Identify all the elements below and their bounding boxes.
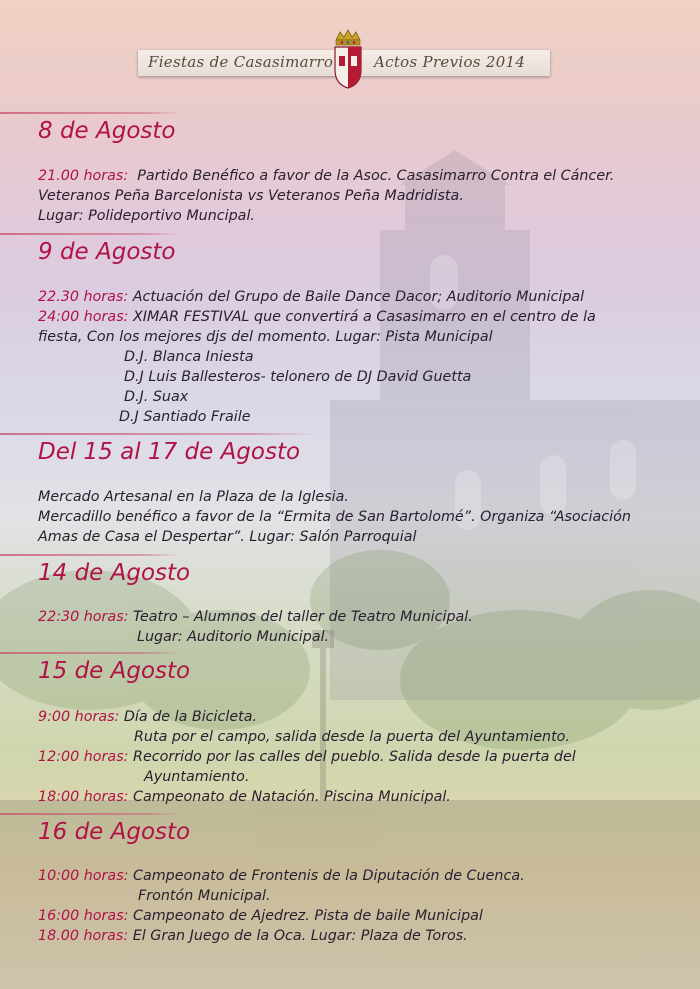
event-text: Actuación del Grupo de Baile Dance Dacor; Auditorio Municipal — [132, 289, 585, 305]
event-time: 22.30 horas: — [38, 289, 129, 305]
event-text: Veteranos Peña Barcelonista vs Veteranos Peña Madridista. — [38, 188, 464, 204]
section-divider — [0, 112, 180, 114]
event-line — [38, 287, 584, 307]
event-time: 12:00 horas: — [38, 749, 129, 765]
event-text: Ayuntamiento. — [144, 769, 250, 785]
event-text: Frontón Municipal. — [138, 888, 271, 904]
event-line — [38, 327, 493, 347]
event-text: Recorrido por las calles del pueblo. Salida desde la puerta del — [133, 749, 576, 765]
event-text: D.J. Blanca Iniesta — [124, 349, 254, 365]
event-text: Teatro – Alumnos del taller de Teatro Municipal. — [133, 609, 473, 625]
event-time: 22:30 horas: — [38, 609, 129, 625]
section-title: 16 de Agosto — [38, 819, 191, 845]
event-text: Campeonato de Natación. Piscina Municipal. — [133, 789, 451, 805]
event-time: 9:00 horas: — [38, 709, 120, 725]
event-line — [38, 926, 468, 946]
event-text: El Gran Juego de la Oca. Lugar: Plaza de Toros. — [132, 928, 468, 944]
event-line — [38, 206, 255, 226]
event-time: 10:00 horas: — [38, 868, 129, 884]
dj-line — [119, 407, 251, 427]
event-line — [38, 747, 576, 767]
event-line — [134, 727, 570, 747]
header-right-title: Actos Previos 2014 — [374, 53, 526, 71]
section-title: 14 de Agosto — [38, 560, 191, 586]
event-time: 18.00 horas: — [38, 928, 129, 944]
event-text: Amas de Casa el Despertar”. Lugar: Salón Parroquial — [38, 529, 417, 545]
section-divider — [0, 652, 180, 654]
event-line — [138, 886, 270, 906]
event-line — [38, 186, 464, 206]
event-text: fiesta, Con los mejores djs del momento. Lugar: Pista Municipal — [38, 329, 493, 345]
section-title: 9 de Agosto — [38, 239, 176, 265]
event-line — [38, 507, 631, 527]
event-text: Mercadillo benéfico a favor de la “Ermita de San Bartolomé”. Organiza “Asociación — [38, 509, 631, 525]
event-time: 21.00 horas: — [38, 168, 129, 184]
dj-line — [124, 347, 254, 367]
event-line — [38, 307, 596, 327]
event-line — [38, 906, 483, 926]
event-time: 24:00 horas: — [38, 309, 129, 325]
event-line — [38, 787, 451, 807]
event-text: D.J Santiado Fraile — [119, 409, 251, 425]
event-line — [38, 487, 349, 507]
event-text: Ruta por el campo, salida desde la puerta del Ayuntamiento. — [134, 729, 570, 745]
page-header — [138, 28, 550, 84]
section-title: Del 15 al 17 de Agosto — [38, 439, 301, 465]
event-text: Campeonato de Frontenis de la Diputación de Cuenca. — [133, 868, 525, 884]
event-text: Día de la Bicicleta. — [123, 709, 258, 725]
event-line — [38, 607, 473, 627]
event-text: D.J Luis Ballesteros- telonero de DJ David Guetta — [124, 369, 472, 385]
event-line — [38, 166, 614, 186]
event-time: 16:00 horas: — [38, 908, 129, 924]
section-divider — [0, 233, 180, 235]
header-left-title: Fiestas de Casasimarro — [148, 53, 334, 71]
section-divider — [0, 554, 180, 556]
section-divider — [0, 433, 316, 435]
event-line — [137, 627, 329, 647]
event-line — [38, 707, 257, 727]
event-time: 18:00 horas: — [38, 789, 129, 805]
event-line — [144, 767, 249, 787]
event-line — [38, 527, 416, 547]
coat-of-arms-icon — [330, 28, 366, 92]
event-text: Lugar: Polideportivo Muncipal. — [38, 208, 255, 224]
event-text: Lugar: Auditorio Municipal. — [137, 629, 330, 645]
dj-line — [124, 367, 471, 387]
event-text: D.J. Suax — [124, 389, 189, 405]
section-divider — [0, 813, 180, 815]
event-text: XIMAR FESTIVAL que convertirá a Casasimarro en el centro de la — [133, 309, 596, 325]
event-text: Partido Benéfico a favor de la Asoc. Casasimarro Contra el Cáncer. — [137, 168, 615, 184]
event-text: Campeonato de Ajedrez. Pista de baile Municipal — [133, 908, 483, 924]
section-title: 8 de Agosto — [38, 118, 176, 144]
event-line — [38, 866, 525, 886]
section-title: 15 de Agosto — [38, 658, 191, 684]
event-text: Mercado Artesanal en la Plaza de la Iglesia. — [38, 489, 349, 505]
dj-line — [124, 387, 188, 407]
